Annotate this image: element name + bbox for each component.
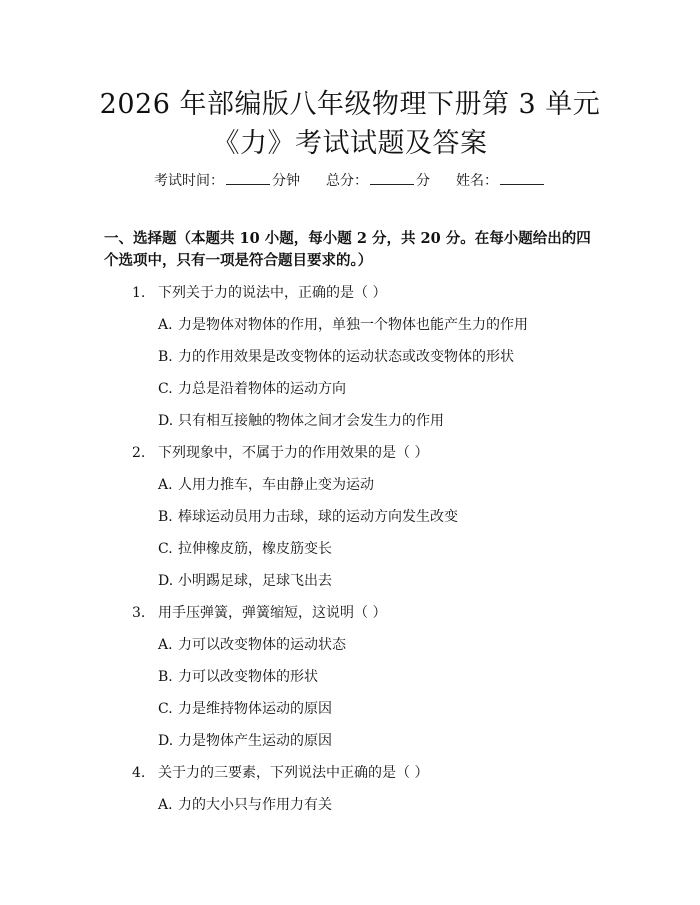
option-text: 小明踢足球，足球飞出去 [178,573,332,589]
option-2a [158,474,374,494]
option-text: 力是物体产生运动的原因 [178,733,332,749]
option-3d [158,730,332,750]
time-blank [226,172,270,185]
section-heading: 一、选择题（本题共 10 小题，每小题 2 分，共 20 分。在每小题给出的四个选项中，只有一项是符合题目要求的。） [104,230,591,269]
name-label: 姓名： [456,173,498,189]
option-key: C. [158,381,173,397]
option-text: 力是维持物体运动的原因 [178,701,332,717]
score-unit: 分 [416,173,430,189]
question-stem: 下列关于力的说法中，正确的是（ ） [158,285,387,301]
option-text: 棒球运动员用力击球，球的运动方向发生改变 [178,509,458,525]
score-blank [370,172,414,185]
option-text: 力可以改变物体的运动状态 [178,637,346,653]
exam-info [0,170,700,190]
option-text: 拉伸橡皮筋，橡皮筋变长 [178,541,332,557]
option-text: 只有相互接触的物体之间才会发生力的作用 [178,413,444,429]
score-label: 总分： [326,173,368,189]
option-4a [158,794,332,814]
option-2c [158,538,332,558]
option-text: 力总是沿着物体的运动方向 [178,381,346,397]
option-3b [158,666,318,686]
option-key: A. [158,637,173,653]
option-3a [158,634,346,654]
question-number: 2. [132,445,146,461]
question-3 [132,602,386,622]
option-key: C. [158,541,173,557]
name-blank [500,172,544,185]
question-number: 3. [132,605,146,621]
option-key: A. [158,477,173,493]
option-1b [158,346,514,366]
option-1a [158,314,528,334]
question-stem: 下列现象中，不属于力的作用效果的是（ ） [158,445,429,461]
option-key: D. [158,573,174,589]
option-text: 力的大小只与作用力有关 [178,797,332,813]
question-number: 1. [132,285,146,301]
option-key: D. [158,733,174,749]
question-stem: 关于力的三要素，下列说法中正确的是（ ） [158,765,429,781]
question-stem: 用手压弹簧，弹簧缩短，这说明（ ） [158,605,387,621]
option-text: 力可以改变物体的形状 [178,669,318,685]
option-key: D. [158,413,174,429]
option-key: B. [158,349,173,365]
time-unit: 分钟 [272,173,300,189]
question-1 [132,282,386,302]
document-title-line1: 2026 年部编版八年级物理下册第 3 单元 [99,89,601,120]
option-text: 人用力推车，车由静止变为运动 [178,477,374,493]
option-key: A. [158,797,173,813]
option-1d [158,410,444,430]
time-label: 考试时间： [154,173,224,189]
question-4 [132,762,428,782]
document-title-line2: 《力》考试试题及答案 [212,128,488,159]
option-key: C. [158,701,173,717]
question-number: 4. [132,765,146,781]
option-1c [158,378,346,398]
option-text: 力是物体对物体的作用，单独一个物体也能产生力的作用 [178,317,528,333]
option-2d [158,570,332,590]
option-key: B. [158,669,173,685]
option-3c [158,698,332,718]
option-key: B. [158,509,173,525]
question-2 [132,442,428,462]
option-2b [158,506,458,526]
option-key: A. [158,317,173,333]
option-text: 力的作用效果是改变物体的运动状态或改变物体的形状 [178,349,514,365]
